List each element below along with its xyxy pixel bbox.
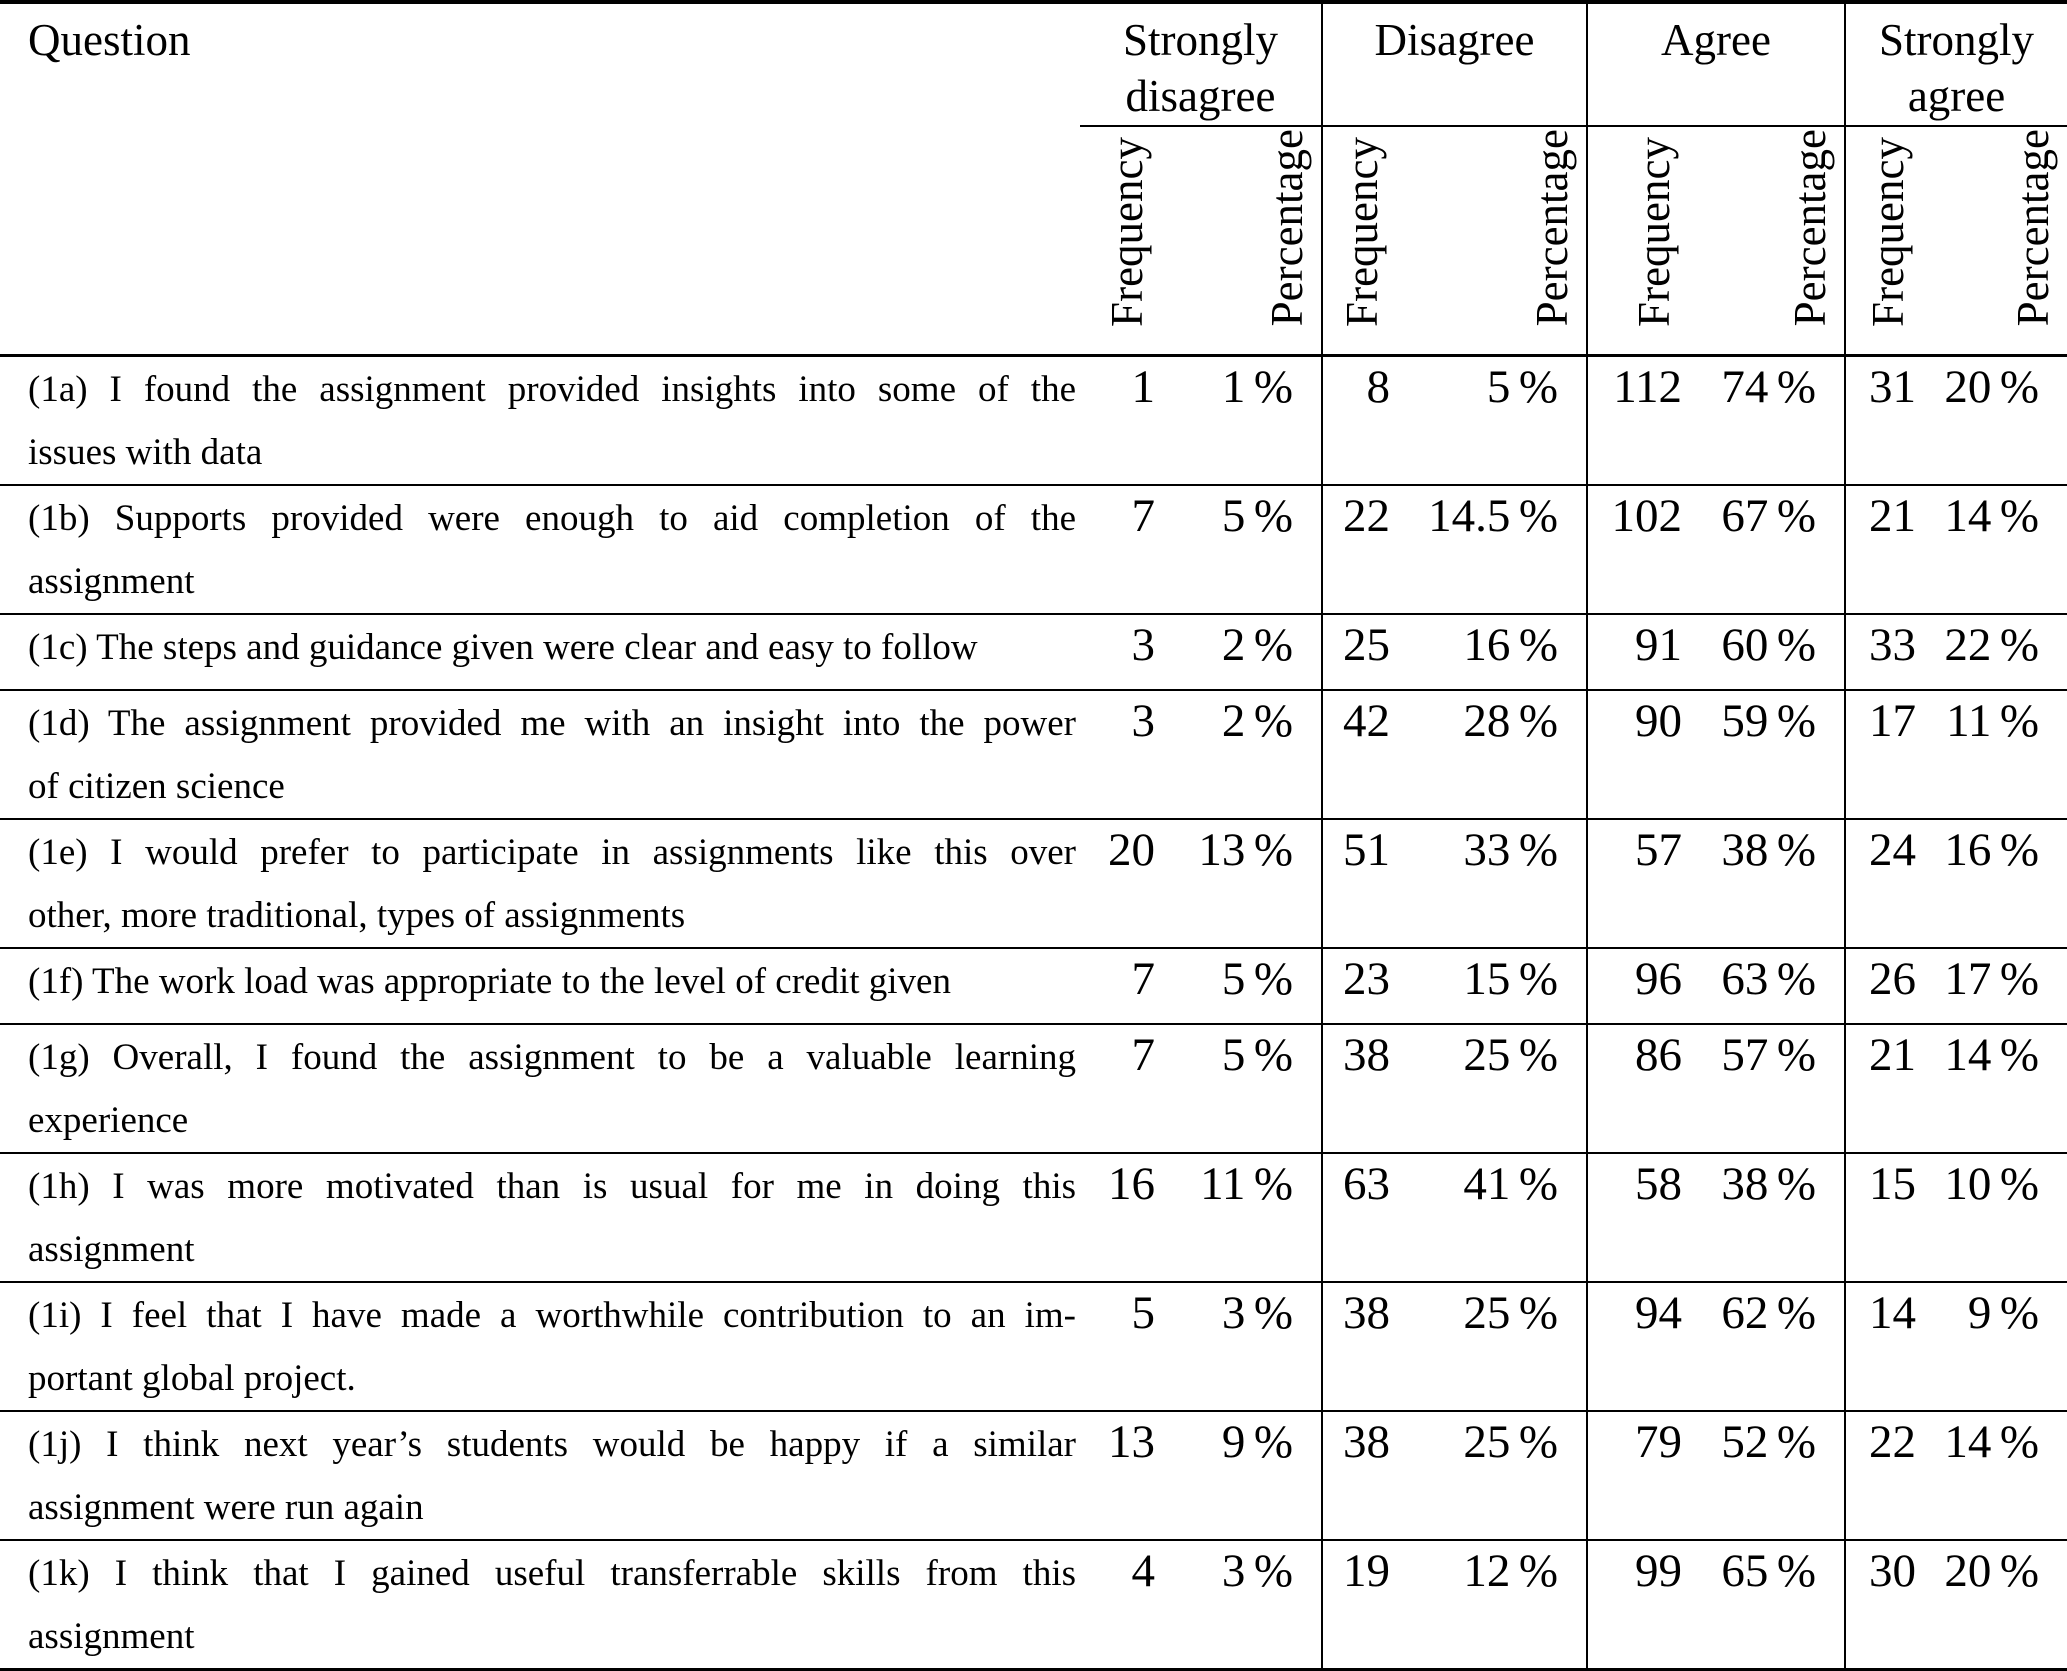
group-header-strongly-disagree: Strongly disagree <box>1080 2 1322 126</box>
frequency-value: 102 <box>1587 485 1688 614</box>
question-line: assignment were run again <box>28 1486 424 1528</box>
percentage-value: 38 % <box>1721 823 1817 876</box>
frequency-value: 7 <box>1131 1028 1155 1081</box>
table-row <box>0 819 2067 948</box>
question-line: assignment <box>28 1228 195 1270</box>
question-cell <box>0 690 1080 819</box>
frequency-value: 33 <box>1845 614 1922 690</box>
table-header <box>0 2 2067 355</box>
percentage-value: 13 % <box>1198 823 1293 876</box>
percentage-value: 16 % <box>1944 823 2040 876</box>
percentage-value: 17 % <box>1944 952 2040 1005</box>
strongly-agree-frequency-header <box>1845 126 1922 355</box>
frequency-value: 25 <box>1322 614 1396 690</box>
percentage-value: 2 % <box>1221 618 1293 671</box>
question-cell <box>0 355 1080 485</box>
frequency-value: 86 <box>1587 1024 1688 1153</box>
question-cell <box>0 1411 1080 1540</box>
table-row <box>0 355 2067 485</box>
frequency-value: 20 <box>1108 823 1155 876</box>
percentage-value: 74 % <box>1721 360 1817 413</box>
percentage-value: 52 % <box>1721 1415 1817 1468</box>
frequency-value: 24 <box>1845 819 1922 948</box>
frequency-value: 38 <box>1322 1024 1396 1153</box>
rotated-label: Frequency <box>1628 136 1679 327</box>
frequency-value: 94 <box>1587 1282 1688 1411</box>
question-line: of citizen science <box>28 765 285 807</box>
question-cell <box>0 948 1080 1024</box>
percentage-value: 2 % <box>1221 694 1293 747</box>
disagree-frequency-header <box>1322 126 1396 355</box>
agree-frequency-header <box>1587 126 1688 355</box>
percentage-value: 25 % <box>1463 1415 1559 1468</box>
frequency-value: 99 <box>1587 1540 1688 1670</box>
percentage-value: 9 % <box>1221 1415 1293 1468</box>
frequency-value: 38 <box>1322 1282 1396 1411</box>
percentage-value: 14.5 % <box>1428 489 1559 542</box>
percentage-value: 57 % <box>1721 1028 1817 1081</box>
rotated-label: Frequency <box>1862 136 1913 327</box>
percentage-value: 65 % <box>1721 1544 1817 1597</box>
percentage-value: 3 % <box>1221 1544 1293 1597</box>
frequency-value: 16 <box>1108 1157 1155 1210</box>
question-line: (1f) The work load was appropriate to the level of credit given <box>28 960 951 1002</box>
strongly-agree-percentage-header <box>1922 126 2067 355</box>
percentage-value: 22 % <box>1944 618 2040 671</box>
question-line: portant global project. <box>28 1357 356 1399</box>
percentage-value: 11 % <box>1946 694 2040 747</box>
frequency-value: 63 <box>1322 1153 1396 1282</box>
question-line: experience <box>28 1099 189 1141</box>
question-line: (1i) I feel that I have made a worthwhile contribution to an im- <box>28 1294 1076 1336</box>
question-cell <box>0 819 1080 948</box>
percentage-value: 20 % <box>1944 1544 2040 1597</box>
rotated-label: Percentage <box>2007 129 2058 327</box>
percentage-value: 25 % <box>1463 1286 1559 1339</box>
frequency-value: 21 <box>1845 485 1922 614</box>
strongly-disagree-percentage-header <box>1161 126 1322 355</box>
frequency-value: 8 <box>1322 355 1396 485</box>
percentage-value: 14 % <box>1944 1028 2040 1081</box>
percentage-value: 59 % <box>1721 694 1817 747</box>
percentage-value: 12 % <box>1463 1544 1559 1597</box>
frequency-value: 38 <box>1322 1411 1396 1540</box>
question-line: (1j) I think next year’s students would be happy if a similar <box>28 1423 1076 1465</box>
percentage-value: 28 % <box>1463 694 1559 747</box>
percentage-value: 38 % <box>1721 1157 1817 1210</box>
percentage-value: 16 % <box>1463 618 1559 671</box>
table-row <box>0 1540 2067 1670</box>
question-cell <box>0 614 1080 690</box>
percentage-value: 15 % <box>1463 952 1559 1005</box>
frequency-value: 21 <box>1845 1024 1922 1153</box>
question-cell <box>0 1153 1080 1282</box>
group-header-agree: Agree <box>1587 2 1845 126</box>
percentage-value: 20 % <box>1944 360 2040 413</box>
group-header-disagree: Disagree <box>1322 2 1587 126</box>
table-row <box>0 1411 2067 1540</box>
frequency-value: 19 <box>1322 1540 1396 1670</box>
frequency-value: 90 <box>1587 690 1688 819</box>
frequency-value: 112 <box>1587 355 1688 485</box>
table-row <box>0 614 2067 690</box>
frequency-value: 51 <box>1322 819 1396 948</box>
percentage-value: 41 % <box>1463 1157 1559 1210</box>
frequency-value: 31 <box>1845 355 1922 485</box>
table-row <box>0 485 2067 614</box>
question-line: assignment <box>28 560 195 602</box>
rotated-label: Frequency <box>1101 136 1152 327</box>
frequency-value: 58 <box>1587 1153 1688 1282</box>
percentage-value: 5 % <box>1221 489 1293 542</box>
rotated-label: Percentage <box>1261 129 1312 327</box>
frequency-value: 91 <box>1587 614 1688 690</box>
question-line: assignment <box>28 1615 195 1657</box>
frequency-value: 14 <box>1845 1282 1922 1411</box>
question-line: (1b) Supports provided were enough to aid completion of the <box>28 497 1076 539</box>
percentage-value: 14 % <box>1944 489 2040 542</box>
frequency-value: 26 <box>1845 948 1922 1024</box>
percentage-value: 10 % <box>1944 1157 2040 1210</box>
group-header-strongly-agree: Strongly agree <box>1845 2 2067 126</box>
percentage-value: 33 % <box>1463 823 1559 876</box>
question-cell <box>0 1540 1080 1670</box>
frequency-value: 1 <box>1131 360 1155 413</box>
frequency-value: 17 <box>1845 690 1922 819</box>
agree-percentage-header <box>1688 126 1845 355</box>
percentage-value: 3 % <box>1221 1286 1293 1339</box>
percentage-value: 5 % <box>1486 360 1559 413</box>
percentage-value: 62 % <box>1721 1286 1817 1339</box>
question-column-header: Question <box>28 15 191 65</box>
question-line: issues with data <box>28 431 263 473</box>
frequency-value: 96 <box>1587 948 1688 1024</box>
frequency-value: 5 <box>1131 1286 1155 1339</box>
frequency-value: 3 <box>1131 694 1155 747</box>
frequency-value: 42 <box>1322 690 1396 819</box>
table-row <box>0 690 2067 819</box>
group-header-row <box>0 2 2067 126</box>
percentage-value: 1 % <box>1221 360 1293 413</box>
percentage-value: 67 % <box>1721 489 1817 542</box>
rotated-label: Percentage <box>1784 129 1835 327</box>
frequency-value: 22 <box>1322 485 1396 614</box>
frequency-value: 4 <box>1131 1544 1155 1597</box>
frequency-value: 7 <box>1131 952 1155 1005</box>
frequency-value: 22 <box>1845 1411 1922 1540</box>
table-row <box>0 948 2067 1024</box>
frequency-value: 30 <box>1845 1540 1922 1670</box>
question-line: (1h) I was more motivated than is usual for me in doing this <box>28 1165 1076 1207</box>
rotated-label: Frequency <box>1336 136 1387 327</box>
frequency-value: 57 <box>1587 819 1688 948</box>
frequency-value: 7 <box>1131 489 1155 542</box>
frequency-value: 15 <box>1845 1153 1922 1282</box>
question-cell <box>0 1282 1080 1411</box>
frequency-value: 23 <box>1322 948 1396 1024</box>
percentage-value: 9 % <box>1967 1286 2040 1339</box>
table-body <box>0 355 2067 1669</box>
percentage-value: 25 % <box>1463 1028 1559 1081</box>
question-cell <box>0 1024 1080 1153</box>
question-line: other, more traditional, types of assignments <box>28 894 686 936</box>
question-cell <box>0 485 1080 614</box>
frequency-value: 3 <box>1131 618 1155 671</box>
percentage-value: 5 % <box>1221 1028 1293 1081</box>
percentage-value: 11 % <box>1200 1157 1293 1210</box>
table-row <box>0 1282 2067 1411</box>
percentage-value: 14 % <box>1944 1415 2040 1468</box>
rotated-label: Percentage <box>1526 129 1577 327</box>
question-line: (1c) The steps and guidance given were clear and easy to follow <box>28 626 978 668</box>
disagree-percentage-header <box>1396 126 1587 355</box>
percentage-value: 60 % <box>1721 618 1817 671</box>
question-line: (1a) I found the assignment provided insights into some of the <box>28 368 1076 410</box>
percentage-value: 5 % <box>1221 952 1293 1005</box>
question-line: (1d) The assignment provided me with an insight into the power <box>28 702 1076 744</box>
question-line: (1e) I would prefer to participate in assignments like this over <box>28 831 1076 873</box>
table-row <box>0 1024 2067 1153</box>
question-line: (1g) Overall, I found the assignment to be a valuable learning <box>28 1036 1076 1078</box>
question-line: (1k) I think that I gained useful transferrable skills from this <box>28 1552 1076 1594</box>
percentage-value: 63 % <box>1721 952 1817 1005</box>
table-row <box>0 1153 2067 1282</box>
strongly-disagree-frequency-header <box>1080 126 1161 355</box>
frequency-value: 79 <box>1587 1411 1688 1540</box>
frequency-value: 13 <box>1108 1415 1155 1468</box>
